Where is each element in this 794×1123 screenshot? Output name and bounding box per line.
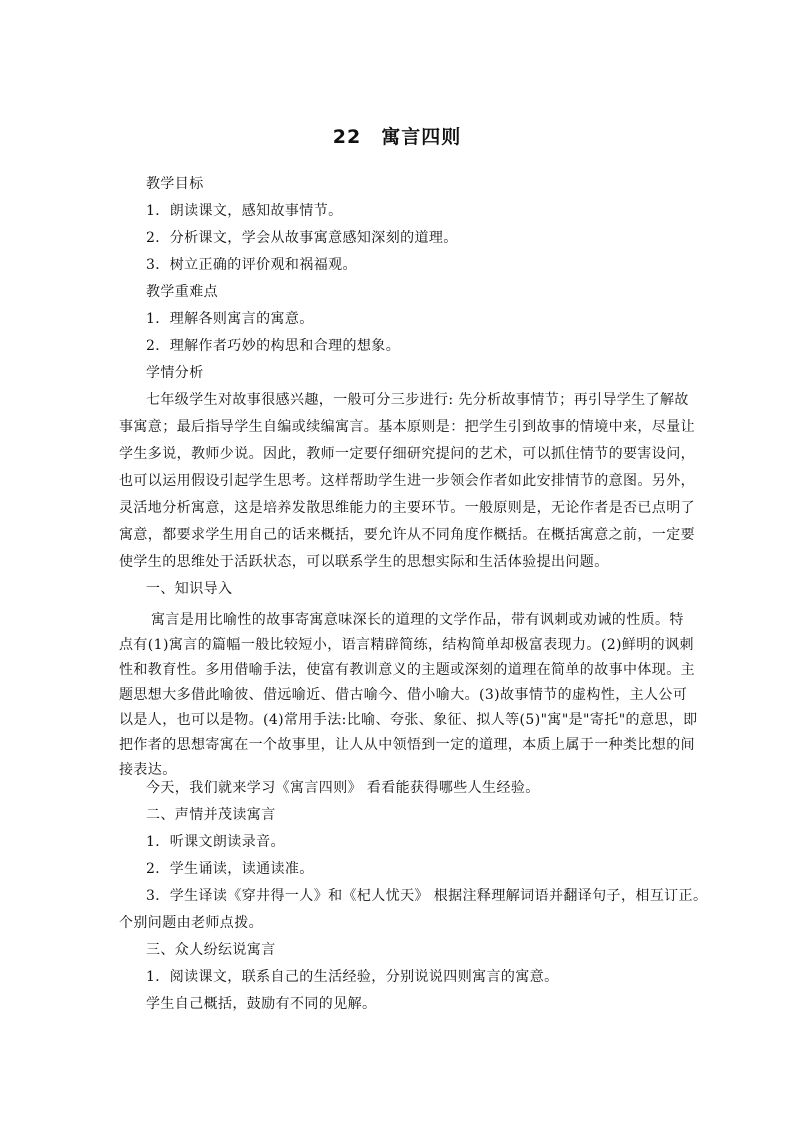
text-line: 3．学生译读《穿井得一人》和《杞人忧天》 根据注释理解词语并翻译句子，相互订正。	[146, 888, 708, 904]
text-line: 把作者的思想寄寓在一个故事里，让人从中领悟到一定的道理，本质上属于一种类比想的间	[119, 737, 695, 753]
text-line: 点有(1)寓言的篇幅一般比较短小，语言精辟简练，结构简单却极富表现力。(2)鲜明的讽刺	[119, 637, 694, 653]
text-line: 学情分析	[146, 365, 204, 381]
text-line: 一、知识导入	[146, 581, 233, 597]
text-line: 今天，我们就来学习《寓言四则》 看看能获得哪些人生经验。	[146, 780, 540, 796]
text-line: 性和教育性。多用借喻手法，使富有教训意义的主题或深刻的道理在简单的故事中体现。主	[119, 662, 695, 678]
text-line: 使学生的思维处于活跃状态，可以联系学生的思想实际和生活体验提出问题。	[119, 554, 609, 570]
document-title: 22 寓言四则	[332, 126, 462, 148]
text-line: 学生多说，教师少说。因此，教师一定要仔细研究提问的艺术，可以抓住情节的要害设问，	[119, 446, 695, 462]
text-line: 教学重难点	[146, 284, 218, 300]
text-line: 学生自己概括，鼓励有不同的见解。	[146, 996, 377, 1012]
text-line: 3．树立正确的评价观和祸福观。	[146, 257, 357, 273]
text-line: 个别问题由老师点拨。	[119, 915, 263, 931]
text-line: 教学目标	[146, 176, 204, 192]
text-line: 题思想大多借此喻彼、借远喻近、借古喻今、借小喻大。(3)故事情节的虚构性，主人公可	[119, 687, 688, 703]
text-line: 也可以运用假设引起学生思考。这样帮助学生进一步领会作者如此安排情节的意图。另外，	[119, 473, 695, 489]
text-line: 1．阅读课文，联系自己的生活经验，分别说说四则寓言的寓意。	[146, 969, 559, 985]
text-line: 事寓意；最后指导学生自编或续编寓言。基本原则是：把学生引到故事的情境中来，尽量让	[119, 419, 695, 435]
text-line: 三、众人纷纭说寓言	[146, 942, 276, 958]
text-line: 以是人，也可以是物。(4)常用手法:比喻、夸张、象征、拟人等(5)"寓"是"寄托"的意思，即	[119, 712, 698, 728]
text-line: 2．分析课文，学会从故事寓意感知深刻的道理。	[146, 230, 458, 246]
text-line: 接表达。	[119, 762, 177, 778]
text-line: 灵活地分析寓意，这是培养发散思维能力的主要环节。一般原则是，无论作者是否已点明了	[119, 500, 695, 516]
text-line: 1．朗读课文，感知故事情节。	[146, 203, 343, 219]
text-line: 二、声情并茂读寓言	[146, 807, 276, 823]
text-line: 2．学生诵读，读通读准。	[146, 861, 314, 877]
text-line: 1．理解各则寓言的寓意。	[146, 311, 314, 327]
text-line: 寓意，都要求学生用自己的话来概括，要允许从不同角度作概括。在概括寓意之前，一定要	[119, 527, 695, 543]
text-line: 1．听课文朗读录音。	[146, 834, 285, 850]
text-line: 七年级学生对故事很感兴趣，一般可分三步进行: 先分析故事情节；再引导学生了解故	[146, 392, 689, 408]
text-line: 寓言是用比喻性的故事寄寓意味深长的道理的文学作品，带有讽刺或劝诫的性质。特	[151, 612, 684, 628]
text-line: 2．理解作者巧妙的构思和合理的想象。	[146, 338, 401, 354]
